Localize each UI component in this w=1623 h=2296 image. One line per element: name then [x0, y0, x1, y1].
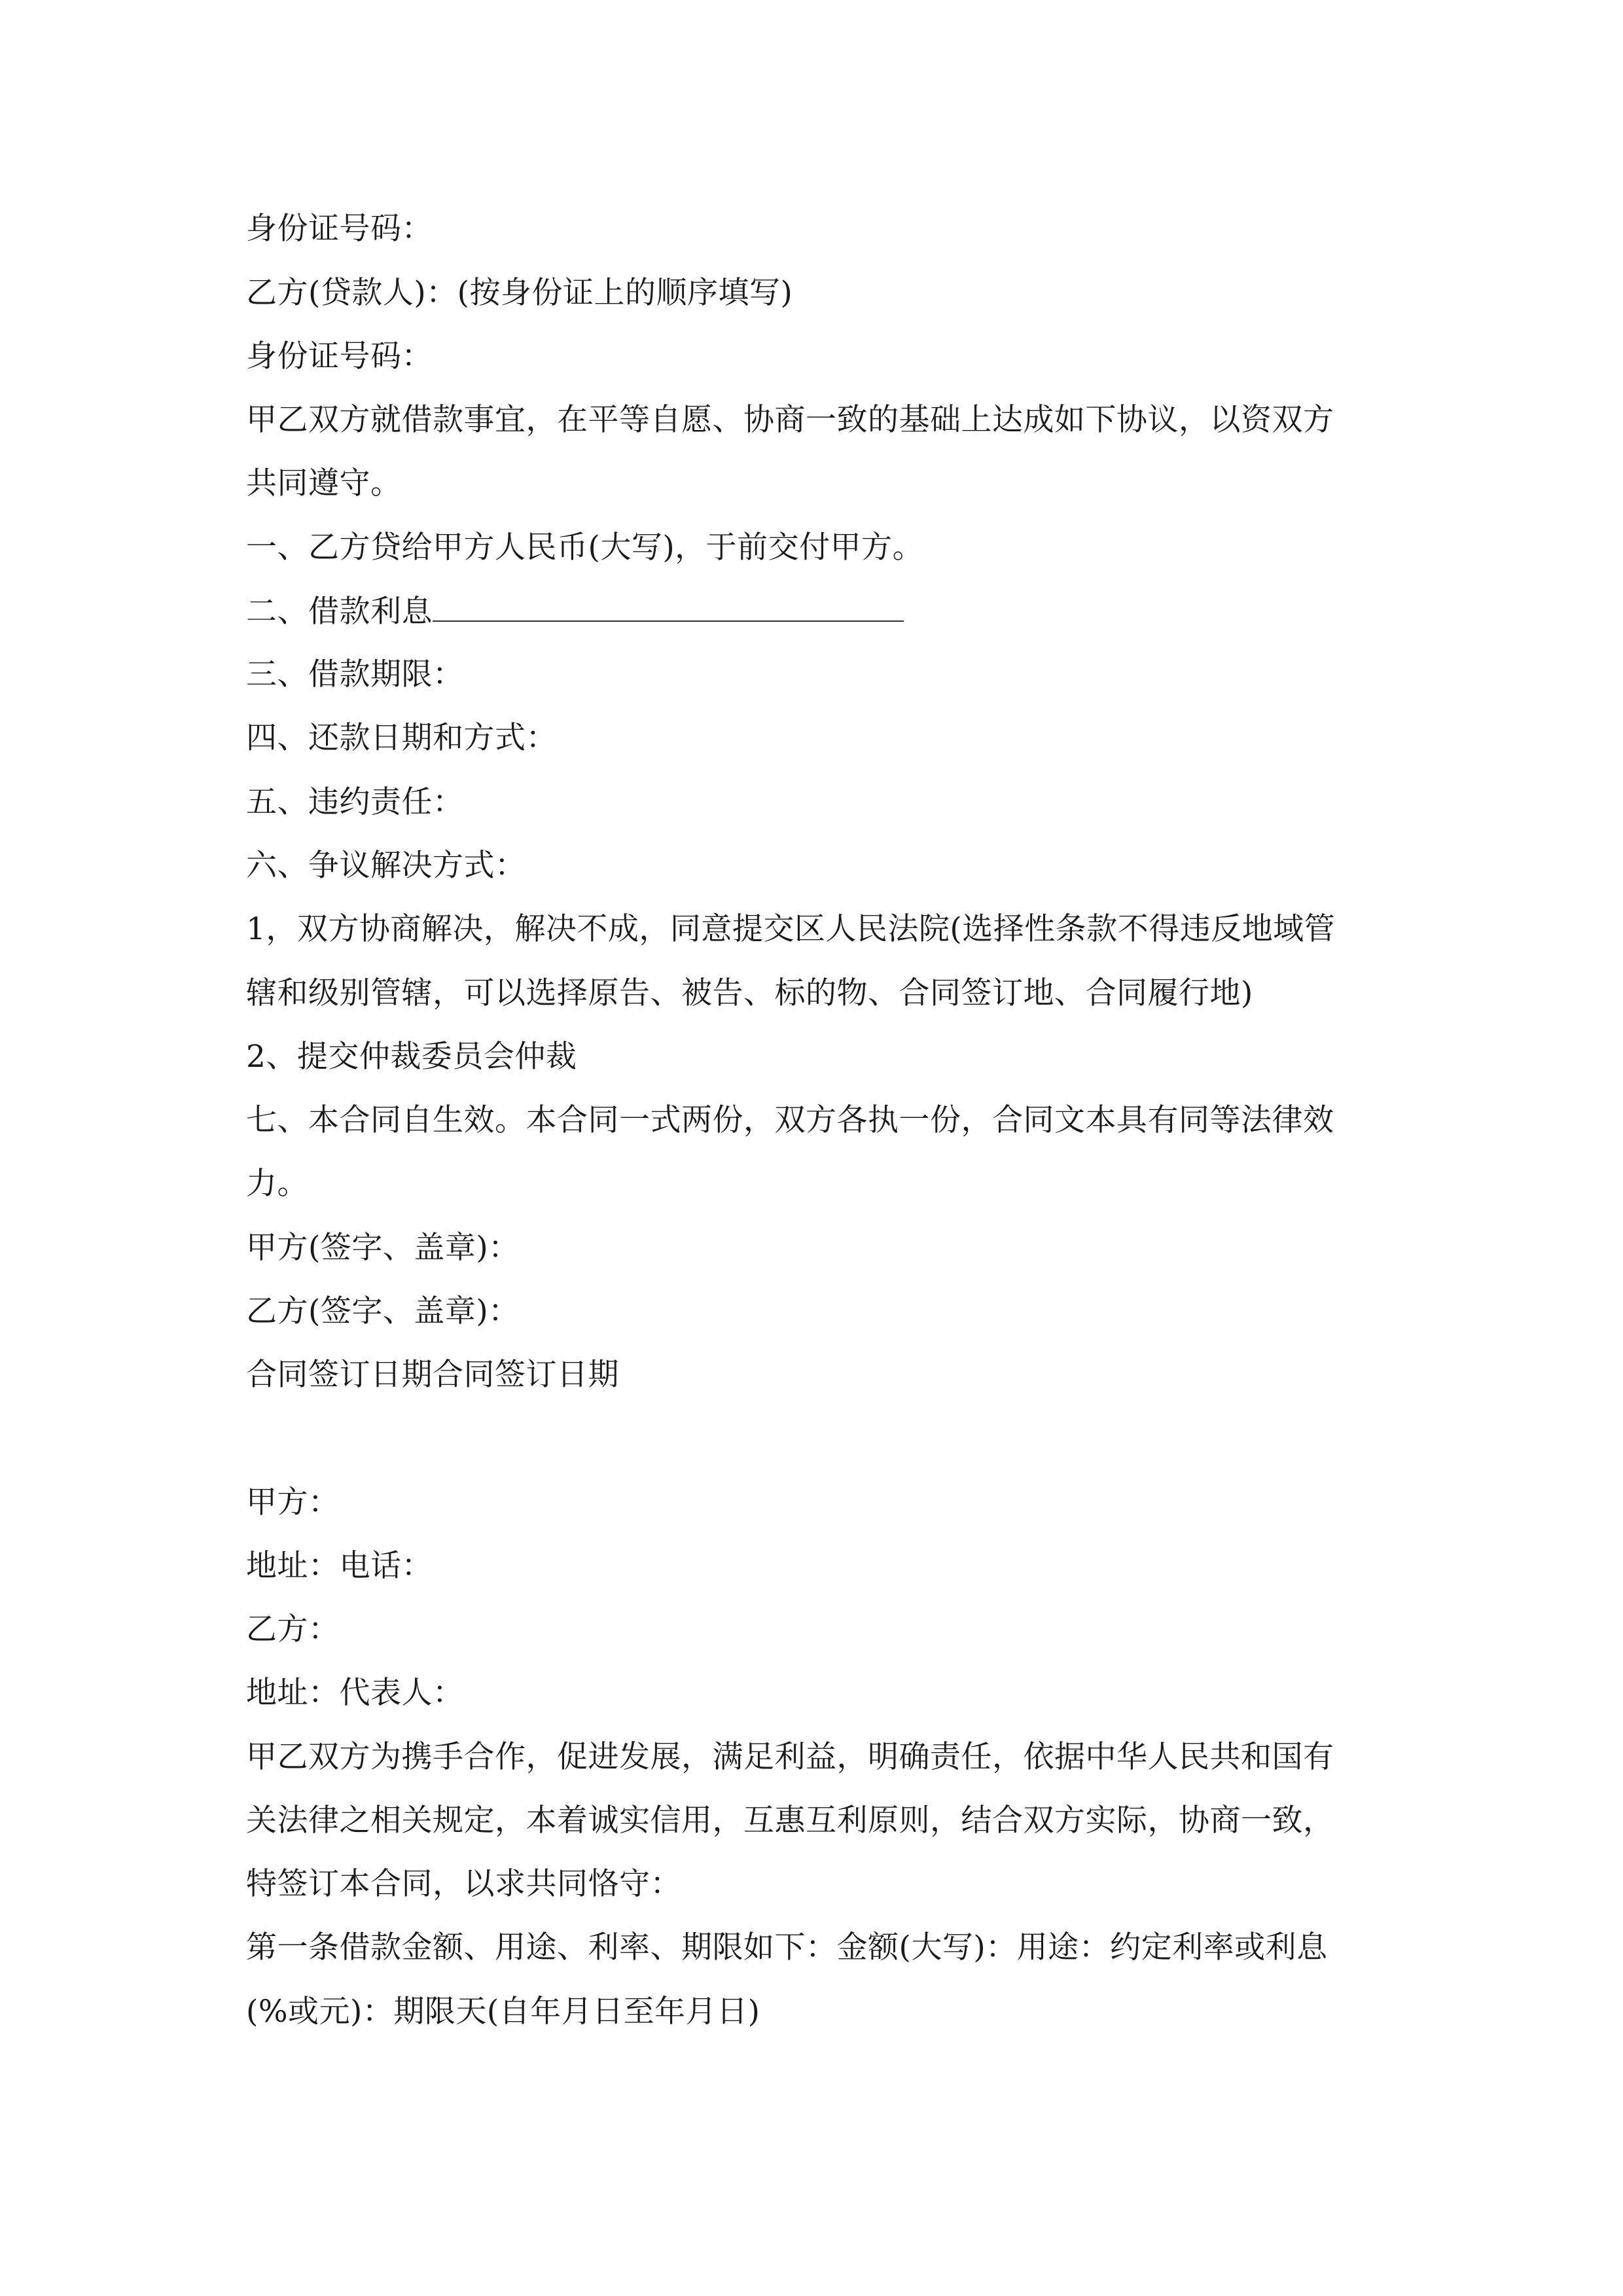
dispute-option-1-line-1: 1，双方协商解决，解决不成，同意提交区人民法院(选择性条款不得违反地域管	[246, 911, 1336, 947]
clause-5-line: 五、违约责任：	[246, 784, 464, 820]
preamble-line-1: 甲乙双方为携手合作，促进发展，满足利益，明确责任，依据中华人民共和国有	[246, 1739, 1334, 1775]
clause-2-line	[246, 592, 1385, 632]
clause-7-line-1: 七、本合同自生效。本合同一式两份，双方各执一份，合同文本具有同等法律效	[246, 1102, 1334, 1138]
id-number-line-2: 身份证号码：	[246, 338, 433, 374]
party-b-lender-line: 乙方(贷款人)：(按身份证上的顺序填写)	[246, 275, 793, 311]
article-1-line-1: 第一条借款金额、用途、利率、期限如下：金额(大写)：用途：约定利率或利息	[246, 1929, 1328, 1965]
clause-6-line: 六、争议解决方式：	[246, 848, 526, 884]
preamble-line-2: 关法律之相关规定，本着诚实信用，互惠互利原则，结合双方实际，协商一致，	[246, 1803, 1334, 1839]
clause-7-line-2: 力。	[246, 1166, 308, 1202]
clause-2-label: 二、借款利息	[246, 594, 433, 630]
party-b-signature-line: 乙方(签字、盖章)：	[246, 1293, 520, 1329]
clause-4-line: 四、还款日期和方式：	[246, 720, 557, 756]
agreement-intro-line-1: 甲乙双方就借款事宜，在平等自愿、协商一致的基础上达成如下协议，以资双方	[246, 402, 1334, 438]
party-a-line: 甲方：	[246, 1484, 340, 1520]
article-1-line-2: (%或元)：期限天(自年月日至年月日)	[246, 1994, 760, 2030]
preamble-line-3: 特签订本合同，以求共同恪守：	[246, 1866, 681, 1902]
dispute-option-1-line-2: 辖和级别管辖，可以选择原告、被告、标的物、合同签订地、合同履行地)	[246, 975, 1253, 1011]
agreement-intro-line-2: 共同遵守。	[246, 465, 402, 501]
clause-1-line: 一、乙方贷给甲方人民币(大写)，于前交付甲方。	[246, 529, 924, 565]
party-a-signature-line: 甲方(签字、盖章)：	[246, 1230, 520, 1266]
interest-blank-underline	[433, 592, 904, 622]
dispute-option-2-line: 2、提交仲裁委员会仲裁	[246, 1039, 577, 1075]
party-b-address-line: 地址：代表人：	[246, 1675, 464, 1711]
clause-3-line: 三、借款期限：	[246, 656, 464, 692]
id-number-line: 身份证号码：	[246, 211, 433, 247]
signing-date-line: 合同签订日期合同签订日期	[246, 1357, 619, 1393]
party-a-address-line: 地址：电话：	[246, 1548, 433, 1584]
party-b-line: 乙方：	[246, 1611, 340, 1647]
